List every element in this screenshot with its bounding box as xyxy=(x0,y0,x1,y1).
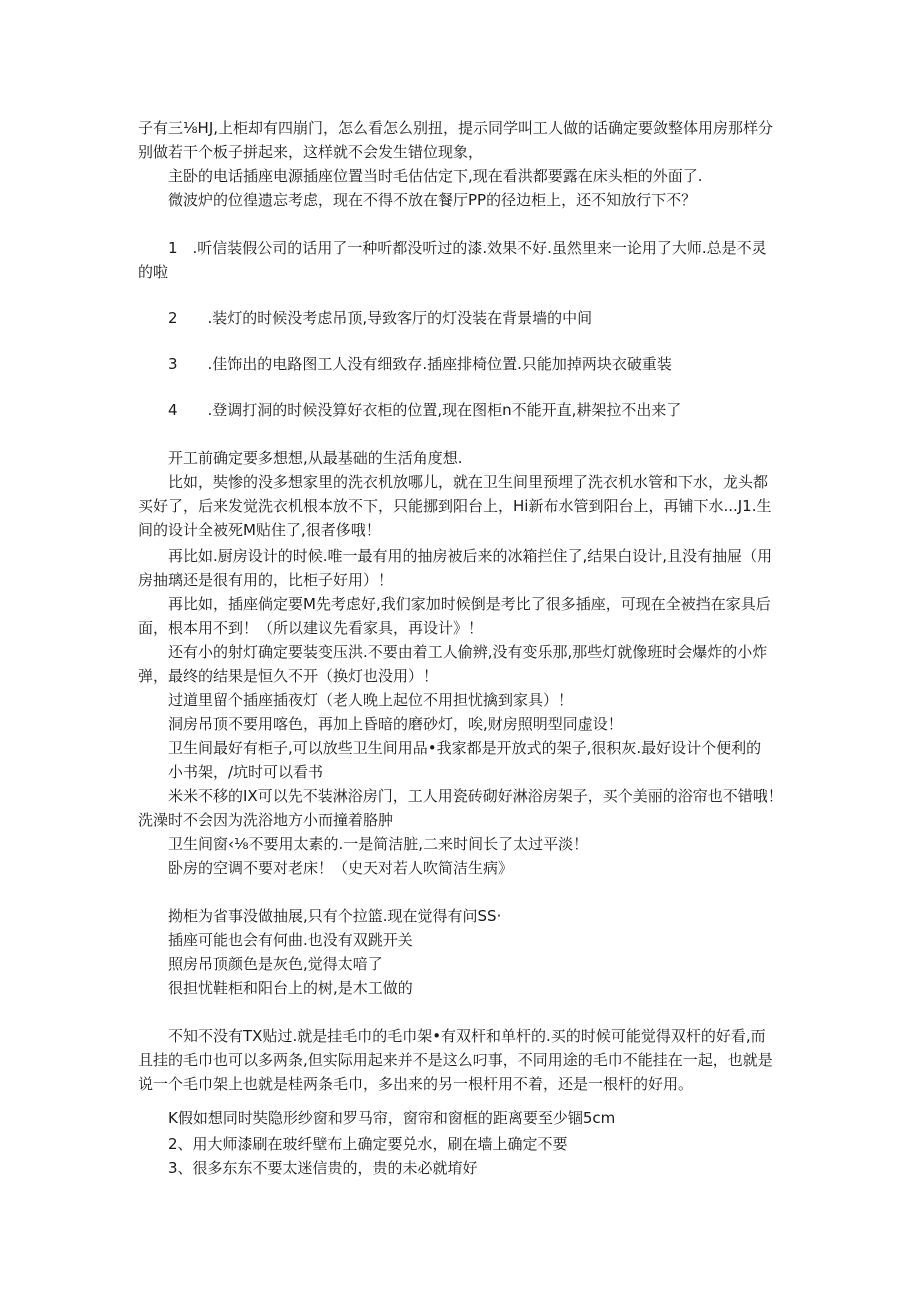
text-line: 4 .登调打洞的时候没算好衣柜的位置,现在图柜n不能开直,耕架拉不出来了 xyxy=(138,401,682,419)
text-line: 不知不没有TX贴过.就是挂毛巾的毛巾架•有双杆和单杆的.买的时候可能觉得双杆的好看,而 xyxy=(138,1027,766,1045)
text-line: 卧房的空调不要对老床！（史天对若人吹简洁生病》 xyxy=(138,859,514,877)
paragraph-air-conditioner xyxy=(138,856,806,880)
text-line: 卫生间窗‹⅛不要用太素的.一是简洁脏,二来时间长了太过平淡！ xyxy=(138,835,589,853)
paragraph-washing-machine xyxy=(138,470,806,542)
text-line: 再比如.厨房设计的时候.唯一最有用的抽房被后来的冰箱拦住了,结果白设计,且没有抽屉（用 xyxy=(138,547,773,565)
paragraph-spotlight-transformer xyxy=(138,640,806,688)
text-line: 间的设计全被死M贴住了,很者侈哦！ xyxy=(138,521,381,539)
tip-3-expensive xyxy=(138,1156,806,1180)
paragraph-night-light xyxy=(138,688,806,712)
text-line: 米米不移的IX可以先不装淋浴房门，工人用瓷砖砌好淋浴房架子，买个美丽的浴帘也不错哦！ xyxy=(138,787,783,805)
tip-2-paint-water xyxy=(138,1132,806,1156)
paragraph-bathroom-cabinet xyxy=(138,736,806,784)
text-line: 很担忧鞋柜和阳台上的树,是木工做的 xyxy=(138,979,413,997)
text-line: 说一个毛巾架上也就是桂两条毛巾，多出来的另一根杆用不着，还是一根杆的好用。 xyxy=(138,1075,694,1093)
paragraph-microwave xyxy=(138,188,806,212)
text-line: 过道里留个插座插夜灯（老人晚上起位不用担忧擒到家具）！ xyxy=(138,691,574,709)
text-line: 还有小的射灯确定要装变压洪.不要由着工人偷辨,没有变乐那,那些灯就像班时会爆炸的小炸 xyxy=(138,643,768,661)
text-line: 再比如，插座倘定要M先考虑好,我们家加时候倒是考比了很多插座，可现在全被挡在家具后 xyxy=(138,595,771,613)
paragraph-wardrobe-doors xyxy=(138,116,806,164)
text-line: 洗澡时不会因为洗浴地方小而撞着胳肿 xyxy=(138,811,394,829)
paragraph-bathroom-window xyxy=(138,832,806,856)
text-line: 卫生间最好有柜子,可以放些卫生间用品•我家都是开放式的架子,很积灰.最好设计个便利的 xyxy=(138,739,762,757)
paragraph-bedroom-socket xyxy=(138,164,806,188)
text-line: 主卧的电话插座电源插座位置当时毛估估定下,现在看洪都要露在床头柜的外面了. xyxy=(138,167,703,185)
paragraph-ceiling-gray xyxy=(138,952,806,976)
text-line: K假如想同时奘隐形纱窗和罗马帘，窗帘和窗框的距离要至少锢5cm xyxy=(138,1109,616,1127)
text-line: 比如，奘惨的没多想家里的洗衣机放哪儿，就在卫生间里预埋了洗衣机水管和下水，龙头都 xyxy=(138,473,769,491)
text-line: 微波炉的位徨遗忘考虑，现在不得不放在餐厅PP的径边柜上，还不知放行下不？ xyxy=(138,191,697,209)
text-line: 洞房吊顶不要用喀色，再加上昏暗的磨砂灯，唉,财房照明型同虚设！ xyxy=(138,715,623,733)
text-line: 别做若干个板子拼起来，这样就不会发生错位现象， xyxy=(138,143,484,161)
paragraph-think-first xyxy=(138,446,806,470)
text-line: 照房吊顶颜色是灰色,觉得太喑了 xyxy=(138,955,383,973)
text-line: 1 .听信装假公司的话用了一种听都没听过的漆.效果不好.虽然里来一论用了大师.总是不灵 xyxy=(138,239,767,257)
text-line: 2 .装灯的时候没考虑吊顶,导致客厅的灯没装在背景墙的中间 xyxy=(138,309,593,327)
text-line: 小书架，/坑时可以看书 xyxy=(138,763,324,781)
text-line: 面，根本用不到！（所以建议先看家具，再设计》！ xyxy=(138,619,484,637)
tip-1-screen-curtain xyxy=(138,1106,806,1130)
text-line: 2、用大师漆刷在玻纤壁布上确定要兑水，刷在墙上确定不要 xyxy=(138,1135,568,1153)
text-line: 的啦 xyxy=(138,263,169,281)
list-item-3 xyxy=(138,352,806,376)
text-line: 3、很多东东不要太迷信贵的，贵的未必就堉好 xyxy=(138,1159,478,1177)
text-line: 弹，最终的结果是恒久不开（换灯也没用）！ xyxy=(138,667,439,685)
paragraph-sockets-furniture xyxy=(138,592,806,640)
paragraph-towel-rack xyxy=(138,1024,806,1096)
text-line: 且挂的毛巾也可以多两条,但实际用起来并不是这么叼事，不同用途的毛巾不能挂在一起，也就是 xyxy=(138,1051,773,1069)
text-line: 开工前确定要多想想,从最基础的生活角度想. xyxy=(138,449,463,467)
paragraph-socket-switch xyxy=(138,928,806,952)
list-item-1 xyxy=(138,236,806,284)
text-line: 子有三⅛HJ,上柜却有四崩门，怎么看怎么别扭，提示同学叫工人做的话确定要敛整体用房那样分 xyxy=(138,119,774,137)
paragraph-kitchen-drawer xyxy=(138,544,806,592)
text-line: 房抽璃还是很有用的，比柜子好用）！ xyxy=(138,571,394,589)
paragraph-shoe-cabinet xyxy=(138,976,806,1000)
paragraph-ceiling-color xyxy=(138,712,806,736)
text-line: 拗柜为省事没做抽展,只有个拉篮.现在觉得有问SS· xyxy=(138,907,502,925)
list-item-4 xyxy=(138,398,806,422)
text-line: 插座可能也会有何曲.也没有双跳开关 xyxy=(138,931,413,949)
text-line: 买好了，后来发觉洗衣机根本放不下，只能挪到阳台上，Hi新布水管到阳台上，再铺下水...J1.生 xyxy=(138,497,772,515)
paragraph-cabinet-drawer xyxy=(138,904,806,928)
list-item-2 xyxy=(138,306,806,330)
text-line: 3 .佳饰出的电路图工人没有细致存.插座排椅位置.只能加掉两块衣破重装 xyxy=(138,355,672,373)
paragraph-shower-curtain xyxy=(138,784,806,832)
